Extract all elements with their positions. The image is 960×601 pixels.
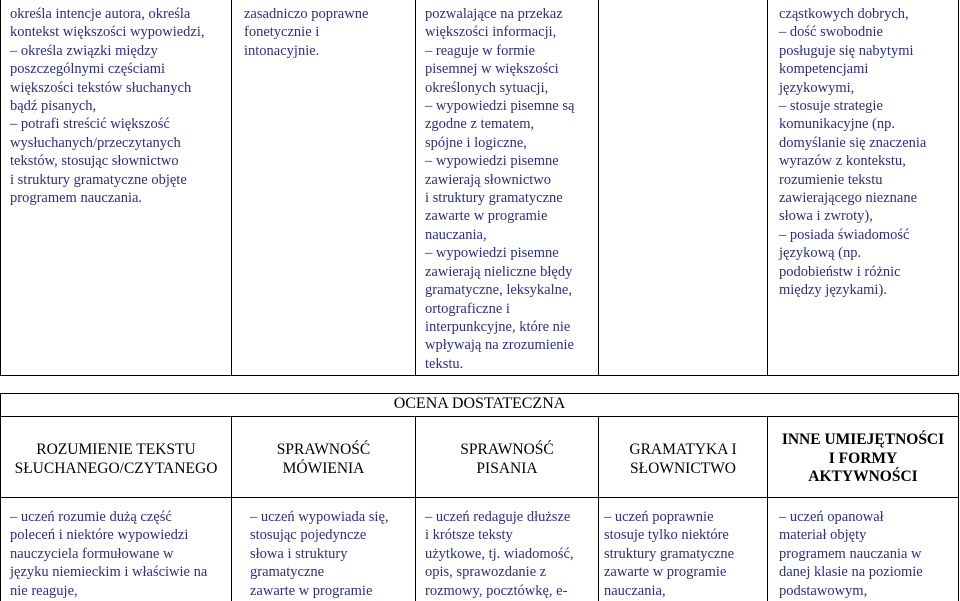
text-line: kompetencjami [779,61,869,78]
grid-top-left-edge [0,0,1,376]
header-reading [1,441,231,478]
text-line: – uczeń poprawnie [604,509,714,525]
grid-top-v3 [598,0,599,376]
text-line: danej klasie na poziomie [779,564,923,581]
header-line: INNE UMIEJĘTNOŚCI [781,431,945,448]
text-line: określa intencje autora, określa [10,6,191,22]
section-title [0,395,959,414]
text-line: większości informacji, [425,24,557,41]
text-line: – uczeń wypowiada się, [250,509,389,525]
text-line: rozumienie tekstu [779,171,883,188]
text-line: większości tekstów słuchanych [10,79,192,96]
text-line: – wypowiedzi pisemne [425,153,559,170]
text-line: zgodne z tematem, [425,116,535,133]
text-line: nauczania, [604,582,666,599]
grid-top-v4 [767,0,768,376]
text-line: poszczególnymi częściami [10,61,166,78]
header-line: I FORMY [828,449,898,467]
text-line: wpływają na zrozumienie [425,337,574,354]
text-line: zawarte w programie [425,208,548,225]
text-line: – reaguje w formie [425,42,535,59]
text-line: tekstów, stosując słownictwo [10,153,179,170]
text-line: gramatyczne [250,564,325,581]
grid-h-top-bottom [0,375,959,376]
text-line: intonacyjnie. [244,42,320,59]
text-line: między językami). [779,282,887,299]
text-line: i struktury gramatyczne objęte [10,171,187,188]
top-cell-speaking [244,5,414,60]
text-line: – określa związki między [10,42,158,59]
text-line: – uczeń opanował [779,509,884,525]
grid-h-title-bottom [0,416,959,417]
grid-top-right-edge [958,0,959,376]
text-line: – wypowiedzi pisemne są [425,98,575,115]
text-line: nauczyciela formułowane w [10,545,174,562]
text-line: interpunkcyjne, które nie [425,318,571,335]
text-line: pisemnej w większości [425,61,559,78]
text-line: – dość swobodnie [779,24,883,41]
text-line: – potrafi streścić większość [10,116,170,133]
grid-top-v1 [231,0,232,376]
bottom-cell-writing [425,508,597,600]
text-line: zawarte w programie [250,582,373,599]
text-line: językową (np. [779,245,862,262]
text-line: opis, sprawozdanie z [425,564,547,581]
grid-top-v2 [415,0,416,376]
text-line: podobieństw i różnic [779,263,901,280]
text-line: nauczania, [425,226,487,243]
header-grammar [599,441,767,478]
text-line: słowa i zwroty), [779,208,873,225]
header-line: SPRAWNOŚĆ [276,441,371,458]
header-speaking [232,441,415,478]
text-line: stosując pojedyncze [250,527,367,544]
bottom-cell-other-skills [779,508,957,600]
text-line: fonetycznie i [244,24,320,41]
text-line: kontekst większości wypowiedzi, [10,24,205,41]
text-line: materiał objęty [779,527,867,544]
text-line: wyrazów z kontekstu, [779,153,906,170]
top-cell-other-skills [779,5,957,300]
text-line: zawierającego nieznane [779,190,918,207]
text-line: słowa i struktury [250,545,348,562]
text-line: cząstkowych dobrych, [779,6,909,22]
text-line: tekstu. [425,355,464,372]
bottom-cell-grammar [604,508,766,600]
header-line: SŁOWNICTWO [630,459,736,477]
header-line: PISANIA [476,459,538,477]
text-line: gramatyczne, leksykalne, [425,282,572,299]
text-line: podstawowym, [779,582,868,599]
top-cell-reading [10,5,230,207]
text-line: i krótsze teksty [425,527,513,544]
text-line: i struktury gramatyczne [425,190,563,207]
text-line: – stosuje strategie [779,98,883,115]
text-line: programem nauczania. [10,190,143,207]
section-title-text: OCENA DOSTATECZNA [393,395,566,412]
text-line: bądź pisanych, [10,98,97,115]
text-line: – uczeń redaguje dłuższe [425,509,571,525]
text-line: pozwalające na przekaz [425,6,563,22]
grid-h-title-top [0,393,959,394]
text-line: zasadniczo poprawne [244,6,369,22]
header-other-skills [768,431,958,487]
text-line: – uczeń rozumie dużą część [10,509,172,525]
header-line: SŁUCHANEGO/CZYTANEGO [14,459,218,477]
bottom-cell-reading [10,508,230,600]
text-line: użytkowe, tj. wiadomość, [425,545,574,562]
header-line: MÓWIENIA [282,459,365,477]
text-line: wysłuchanych/przeczytanych [10,134,181,151]
header-writing [416,441,598,478]
text-line: stosuje tylko niektóre [604,527,729,544]
text-line: językowymi, [779,79,855,96]
text-line: zawarte w programie [604,564,727,581]
text-line: ortograficzne i [425,300,510,317]
grid-h-header-bottom [0,497,959,498]
text-line: programem nauczania w [779,545,922,562]
text-line: nie reaguje, [10,582,78,599]
text-line: języku niemieckim i właściwie na [10,564,208,581]
text-line: zawierają nieliczne błędy [425,263,573,280]
text-line: określonych sytuacji, [425,79,549,96]
text-line: zawierają słownictwo [425,171,552,188]
bottom-cell-speaking [250,508,414,600]
text-line: rozmowy, pocztówkę, e- [425,582,568,599]
text-line: – posiada świadomość [779,226,910,243]
text-line: – wypowiedzi pisemne [425,245,559,262]
text-line: domyślanie się znaczenia [779,134,927,151]
text-line: struktury gramatyczne [604,545,735,562]
text-line: posługuje się nabytymi [779,42,914,59]
header-line: AKTYWNOŚCI [808,468,918,485]
text-line: komunikacyjne (np. [779,116,895,133]
header-line: ROZUMIENIE TEKSTU [36,441,196,458]
text-line: spójne i logiczne, [425,134,527,151]
text-line: poleceń i niektóre wypowiedzi [10,527,189,544]
header-line: SPRAWNOŚĆ [460,441,554,458]
top-cell-writing [425,5,597,373]
header-line: GRAMATYKA I [629,441,737,458]
